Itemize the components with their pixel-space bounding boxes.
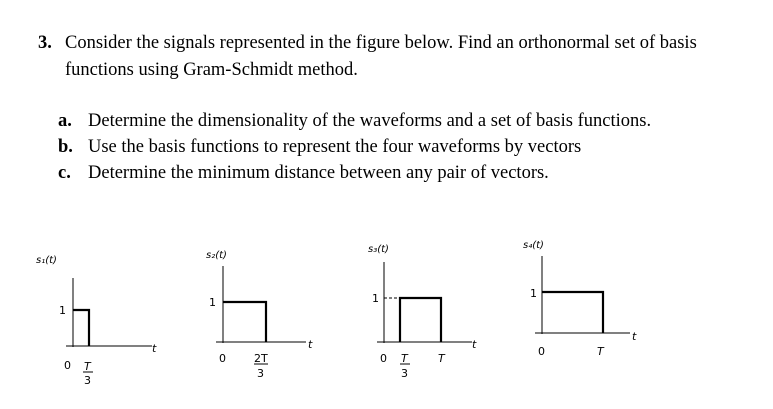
s4-waveform: [542, 292, 603, 333]
s3-tick-top: T: [401, 352, 408, 365]
part-c: [58, 160, 651, 186]
s2-waveform: [223, 302, 266, 342]
s4-zero-label: 0: [538, 345, 545, 358]
part-c-text: Determine the minimum distance between any pair of vectors.: [88, 163, 549, 183]
question-3: [38, 30, 758, 84]
part-b-label: b.: [58, 137, 73, 157]
question-text: Consider the signals represented in the figure below. Find an orthonormal set of basis functions using Gram-Schmidt method.: [65, 33, 697, 80]
s2-plot: [216, 266, 306, 343]
s3-label: s₃(t): [368, 244, 389, 255]
s1-tick-top: T: [84, 360, 91, 373]
s4-plot: [535, 256, 630, 334]
s2-tick-bottom: 3: [257, 367, 264, 380]
part-a: [58, 108, 651, 134]
s4-tick-end: T: [597, 345, 604, 358]
part-c-label: c.: [58, 163, 71, 183]
s3-waveform: [400, 298, 441, 342]
s1-waveform: [73, 310, 89, 346]
s2-axis-label: t: [308, 338, 313, 351]
s3-level-label: 1: [372, 292, 379, 305]
part-a-text: Determine the dimensionality of the waveforms and a set of basis functions.: [88, 111, 652, 131]
s1-level-label: 1: [59, 304, 66, 317]
part-a-label: a.: [58, 111, 72, 131]
signal-figure: [0, 225, 773, 409]
s1-label: s₁(t): [36, 255, 57, 266]
s4-level-label: 1: [530, 287, 537, 300]
part-b-text: Use the basis functions to represent the four waveforms by vectors: [88, 137, 582, 157]
s3-tick-bottom: 3: [401, 367, 408, 380]
s3-axis-label: t: [472, 338, 477, 351]
s2-zero-label: 0: [219, 352, 226, 365]
s3-zero-label: 0: [380, 352, 387, 365]
s1-tick-bottom: 3: [84, 374, 91, 387]
s2-tick-top: 2T: [254, 352, 268, 365]
part-b: [58, 134, 651, 160]
signal-figure-svg: [0, 225, 773, 409]
s2-label: s₂(t): [206, 250, 227, 261]
question-number: 3.: [38, 33, 52, 53]
question-parts: [58, 108, 651, 186]
s4-label: s₄(t): [523, 240, 544, 251]
s4-axis-label: t: [632, 330, 637, 343]
s3-plot: [377, 262, 472, 343]
s1-plot: [66, 278, 152, 347]
s2-level-label: 1: [209, 296, 216, 309]
s1-zero-label: 0: [64, 359, 71, 372]
s3-tick-end: T: [438, 352, 445, 365]
s1-axis-label: t: [152, 342, 157, 355]
